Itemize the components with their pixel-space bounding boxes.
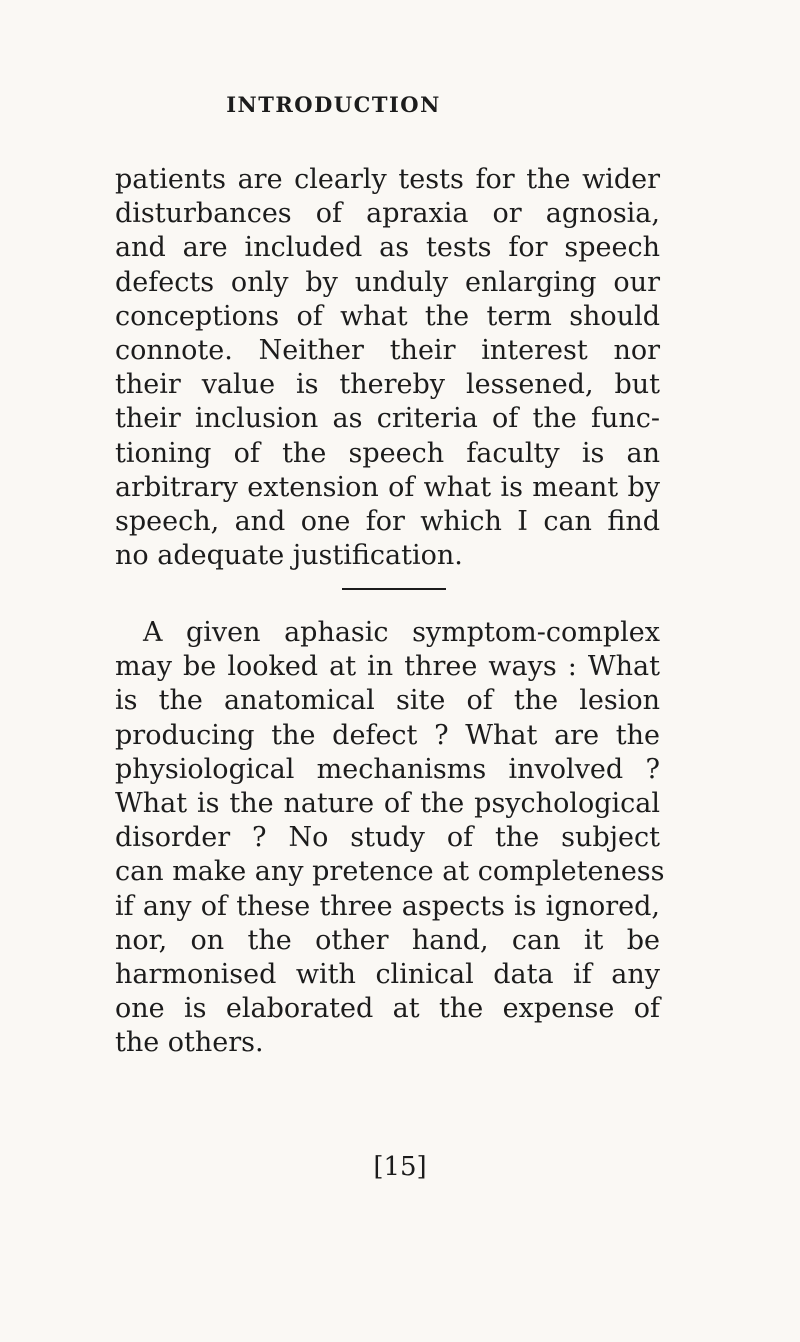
text-line: defects only by unduly enlarging our — [115, 266, 660, 298]
text-line: one is elaborated at the expense of — [115, 993, 660, 1025]
text-line: connote. Neither their interest nor — [115, 334, 660, 366]
text-line: disturbances of apraxia or agnosia, — [115, 198, 660, 230]
text-line: What is the nature of the psychological — [115, 787, 660, 819]
paragraph-1 — [115, 163, 660, 573]
text-line: no adequate justification. — [115, 540, 463, 572]
text-line: A given aphasic symptom-complex — [143, 617, 660, 648]
text-line: conceptions of what the term should — [115, 300, 660, 332]
text-line: the others. — [115, 1027, 264, 1059]
text-line: disorder ? No study of the subject — [115, 822, 660, 854]
text-line: producing the defect ? What are the — [115, 719, 660, 751]
text-line: and are included as tests for speech — [115, 232, 660, 264]
text-line: can make any pretence at completeness — [115, 856, 665, 888]
text-line: may be looked at in three ways : What — [115, 651, 660, 683]
page-number: [15] — [373, 1152, 427, 1182]
text-line: their value is thereby lessened, but — [115, 369, 660, 401]
text-line: if any of these three aspects is ignored, — [115, 890, 660, 922]
running-head: INTRODUCTION — [226, 92, 441, 117]
text-line: nor, on the other hand, can it be — [115, 924, 660, 956]
text-line: patients are clearly tests for the wider — [115, 164, 660, 195]
paragraph-2 — [115, 616, 665, 1060]
section-divider — [342, 588, 446, 590]
text-line: is the anatomical site of the lesion — [115, 685, 660, 717]
text-line: speech, and one for which I can find — [115, 505, 660, 537]
text-line: tioning of the speech faculty is an — [115, 437, 660, 469]
text-line: their inclusion as criteria of the func- — [115, 403, 660, 435]
text-line: harmonised with clinical data if any — [115, 958, 660, 990]
text-line: arbitrary extension of what is meant by — [115, 471, 660, 503]
text-line: physiological mechanisms involved ? — [115, 753, 660, 785]
